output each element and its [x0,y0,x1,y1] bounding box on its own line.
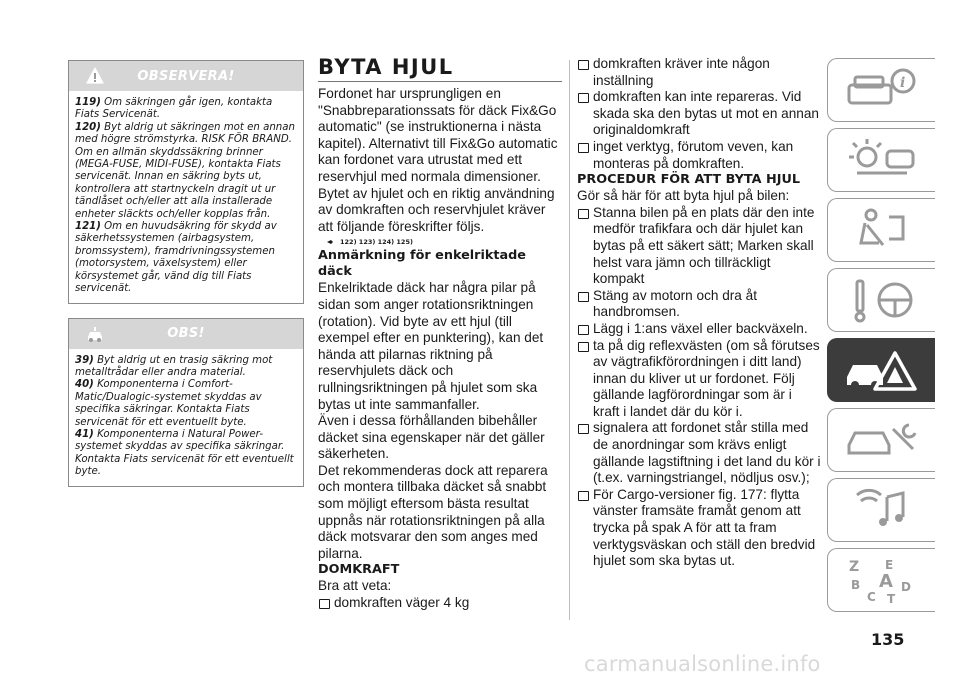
checkbox-bullet-icon [578,491,589,501]
svg-text:E: E [884,558,893,572]
car-info-icon [843,65,921,115]
tab-safety[interactable] [827,198,935,262]
list-item: Lägg i 1:ans växel eller backväxeln. [577,321,821,338]
main-column [318,56,562,612]
subheading: DOMKRAFT [318,562,400,578]
obs-body [69,349,303,486]
paragraph: Fordonet har ursprungligen en "Snabbreparationssats för däck Fix&Go automatic" (se instruktionerna i nästa kapitel). Alternativt till Fix&Go automatic kan fordonet vara utrustat med ett reservhjul med normala dimensioner. [318,86,558,184]
checkbox-bullet-icon [578,60,589,70]
list-item: domkraften kan inte repareras. Vid skada ska den bytas ut mot en annan originaldomkraft [577,89,821,139]
svg-text:T: T [886,592,895,605]
observera-body [69,91,303,303]
checkbox-bullet-icon [578,325,589,335]
paragraph: Bytet av hjulet och en riktig användning av domkraften och reservhjulet kräver att följande föreskrifter följs. [318,185,555,234]
multimedia-icon [843,485,921,535]
svg-text:Z: Z [848,559,859,575]
checkbox-bullet-icon [578,93,589,103]
car-warning-triangle-icon [843,345,921,395]
section-title: BYTA HJUL [318,56,562,82]
svg-text:B: B [850,578,860,592]
paragraph: Gör så här för att byta hjul på bilen: [577,188,790,204]
observera-title: OBSERVERA! [137,68,235,84]
observera-header [69,61,303,91]
list-item: För Cargo-versioner fig. 177: flytta vänster framsäte framåt genom att trycka på spak A för att ta fram verktygsväskan och ställ den bredvid hjulet som ska bytas ut. [577,487,821,570]
checkbox-bullet-icon [319,599,330,609]
paragraph: Det rekommenderas dock att reparera och montera tillbaka däcket så snabbt som möjligt eftersom bästa resultat uppnås när rotationsriktningen på alla däck motsvarar den som anges med pilarna. [318,462,548,561]
notes-column [68,60,304,499]
list-item: signalera att fordonet står stilla med de anordningar som krävs enligt gällande lagstiftning i det land du kör i (t.ex. varningstriangel, nödljus osv.); [577,420,821,486]
list-item: domkraften väger 4 kg [318,595,562,612]
car-info-icon [85,324,105,344]
checkbox-bullet-icon [578,143,589,153]
svg-text:C: C [866,590,876,604]
obs-box [68,318,304,487]
checkbox-bullet-icon [578,342,589,352]
tab-index[interactable] [827,548,935,612]
right-column [577,56,821,570]
tab-driving[interactable] [827,268,935,332]
paragraph: Även i dessa förhållanden bibehåller däcket sina egenskaper när det gäller säkerheten. [318,413,545,462]
seat-airbag-icon [843,205,921,255]
note-item: 40) Komponenterna i Comfort-Matic/Dualogic-systemet skyddas av specifika säkringar. Kontakta Fiats servicenät för ett eventuellt byte. [75,379,262,428]
observera-box [68,60,304,304]
svg-text:A: A [878,571,893,592]
note-item: 119) Om säkringen går igen, kontakta Fiats Servicenät. [75,97,273,121]
paragraph: Enkelriktade däck har några pilar på sidan som anger rotationsriktningen (rotation). Vid byte av ett hjul (till exempel efter en punktering), kan det hända att pilarnas riktning på reservhjulets däck och rullningsriktningen på hjulet som ska bytas ut inte sammanfaller. [318,280,544,412]
dashboard-lights-icon [843,135,921,185]
page-number: 135 [871,630,905,649]
checkbox-bullet-icon [578,209,589,219]
tab-dashboard[interactable] [827,128,935,192]
subheading: PROCEDUR FÖR ATT BYTA HJUL [577,172,801,188]
list-item: ta på dig reflexvästen (om så förutses av vägtrafikförordningen i ditt land) innan du kliver ut ur fordonet. Följ gällande lagförordningar som är i kraft i landet där du kör i. [577,338,821,421]
list-item: domkraften kräver inte någon inställning [577,56,821,89]
list-item: inget verktyg, förutom veven, kan monteras på domkraften. [577,139,821,172]
tab-emergency[interactable] [827,338,935,402]
obs-title: OBS! [167,326,205,341]
steering-key-icon [843,275,921,325]
note-item: 121) Om en huvudsäkring för skydd av säkerhetssystemen (airbagsystem, bromssystem), framdrivningssystemen (motorsystem, växelsystem) eller körsystemet går, vänd dig till Fiats servicenät. [75,221,277,295]
column-divider [569,60,570,620]
tab-multimedia[interactable] [827,478,935,542]
checkbox-bullet-icon [578,292,589,302]
svg-text:D: D [900,580,911,594]
warning-hand-icon [85,66,105,86]
paragraph: Bra att veta: [318,578,392,594]
reference-numbers: 122) 123) 124) 125) [340,236,562,248]
tab-maintenance[interactable] [827,408,935,472]
note-item: 39) Byt aldrig ut en trasig säkring mot metalltrådar eller andra material. [75,354,273,378]
car-wrench-icon [843,415,921,465]
list-item: Stanna bilen på en plats där den inte medför trafikfara och där hjulet kan bytas på ett säkert sätt; Marken skall helst vara jämn och tillräckligt kompakt [577,205,821,288]
tab-car-info[interactable] [827,58,935,122]
svg-text:i: i [899,75,905,91]
index-letters-icon [843,555,921,605]
list-item: Stäng av motorn och dra åt handbromsen. [577,288,821,321]
watermark: carmanualsonline.info [584,652,821,676]
checkbox-bullet-icon [578,424,589,434]
hand-pointer-icon [326,238,334,246]
note-item: 120) Byt aldrig ut säkringen mot en annan med högre strömstyrka. RISK FÖR BRAND. Om en allmän skyddssäkring brinner (MEGA-FUSE, MIDI-FUSE), kontakta Fiats servicenät. Innan en säkring byts ut, kontrollera att startnyckeln dragit ut ur tändlåset och/eller att alla installerade enheter släckts och/eller kopplas från. [75,121,295,220]
obs-header [69,319,303,349]
note-item: 41) Komponenterna i Natural Power-systemet skyddas av specifika säkringar. Kontakta Fiats servicenät för ett eventuellt byte. [75,428,294,478]
subheading: Anmärkning för enkelriktade däck [318,248,526,280]
